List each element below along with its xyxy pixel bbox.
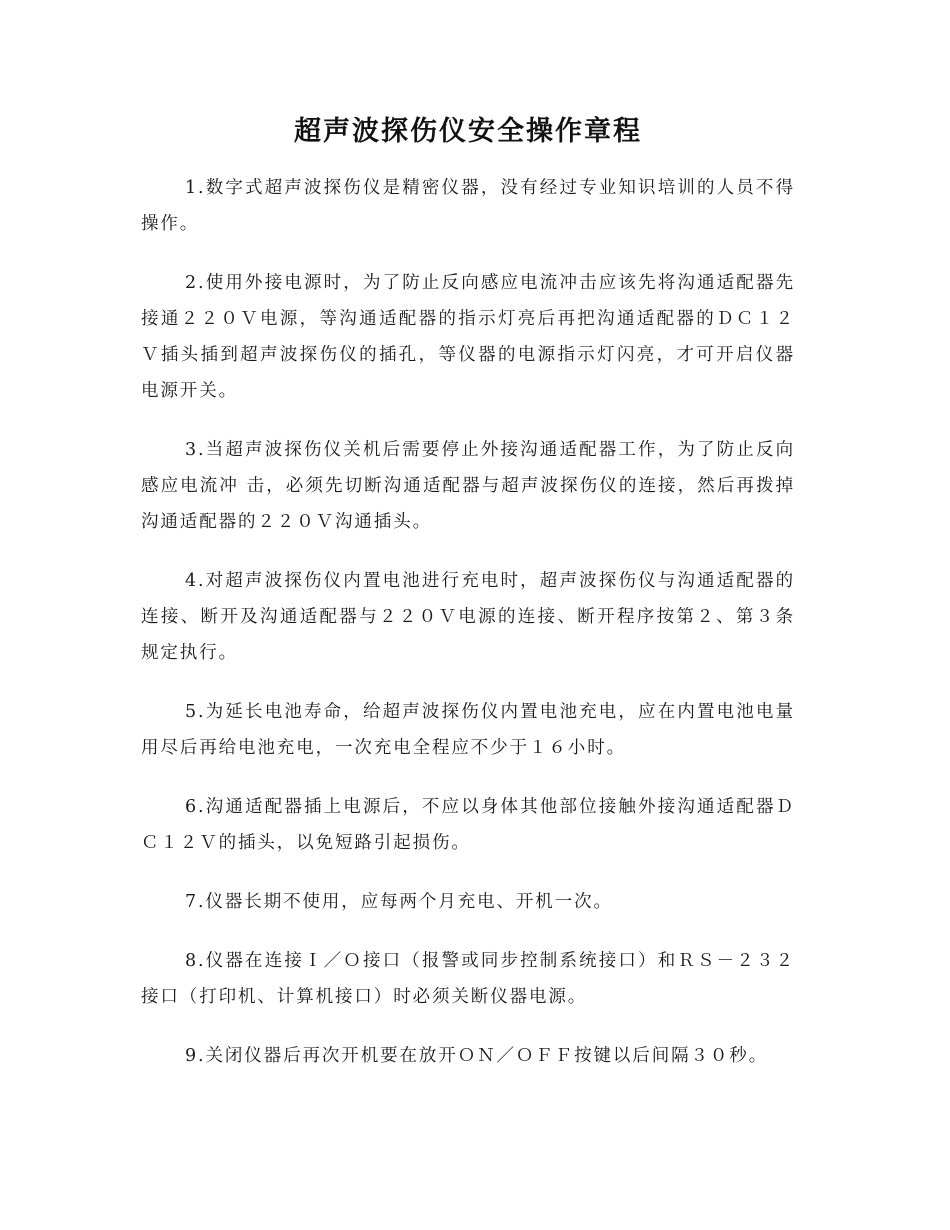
paragraph-2: 2.使用外接电源时，为了防止反向感应电流冲击应该先将沟通适配器先接通２２０Ｖ电源，等沟通适配器的指示灯亮后再把沟通适配器的ＤＣ１２Ｖ插头插到超声波探伤仪的插孔，等仪器的电源指示灯闪亮，才可开启仪器电源开关。 xyxy=(141,273,795,401)
paragraph-3: 3.当超声波探伤仪关机后需要停止外接沟通适配器工作，为了防止反向感应电流冲 击，必须先切断沟通适配器与超声波探伤仪的连接，然后再拨掉沟通适配器的２２０Ｖ沟通插头。 xyxy=(141,440,795,532)
paragraph-7: 7.仪器长期不使用，应每两个月充电、开机一次。 xyxy=(185,892,613,912)
paragraph-5: 5.为延长电池寿命，给超声波探伤仪内置电池充电，应在内置电池电量用尽后再给电池充电，一次充电全程应不少于１６小时。 xyxy=(141,702,795,758)
paragraph-4: 4.对超声波探伤仪内置电池进行充电时，超声波探伤仪与沟通适配器的连接、断开及沟通适配器与２２０Ｖ电源的连接、断开程序按第２、第３条规定执行。 xyxy=(141,571,795,663)
paragraph-6: 6.沟通适配器插上电源后，不应以身体其他部位接触外接沟通适配器ＤＣ１２Ｖ的插头，以免短路引起损伤。 xyxy=(141,797,795,853)
document-page xyxy=(141,100,795,1097)
paragraph-9: 9.关闭仪器后再次开机要在放开ＯＮ／ＯＦＦ按键以后间隔３０秒。 xyxy=(185,1046,769,1066)
paragraph-8: 8.仪器在连接Ｉ／Ｏ接口（报警或同步控制系统接口）和ＲＳ－２３２接口（打印机、计算机接口）时必须关断仪器电源。 xyxy=(141,951,795,1007)
document-title: 超声波探伤仪安全操作章程 xyxy=(294,116,642,147)
paragraph-1: 1.数字式超声波探伤仪是精密仪器，没有经过专业知识培训的人员不得操作。 xyxy=(141,178,795,234)
